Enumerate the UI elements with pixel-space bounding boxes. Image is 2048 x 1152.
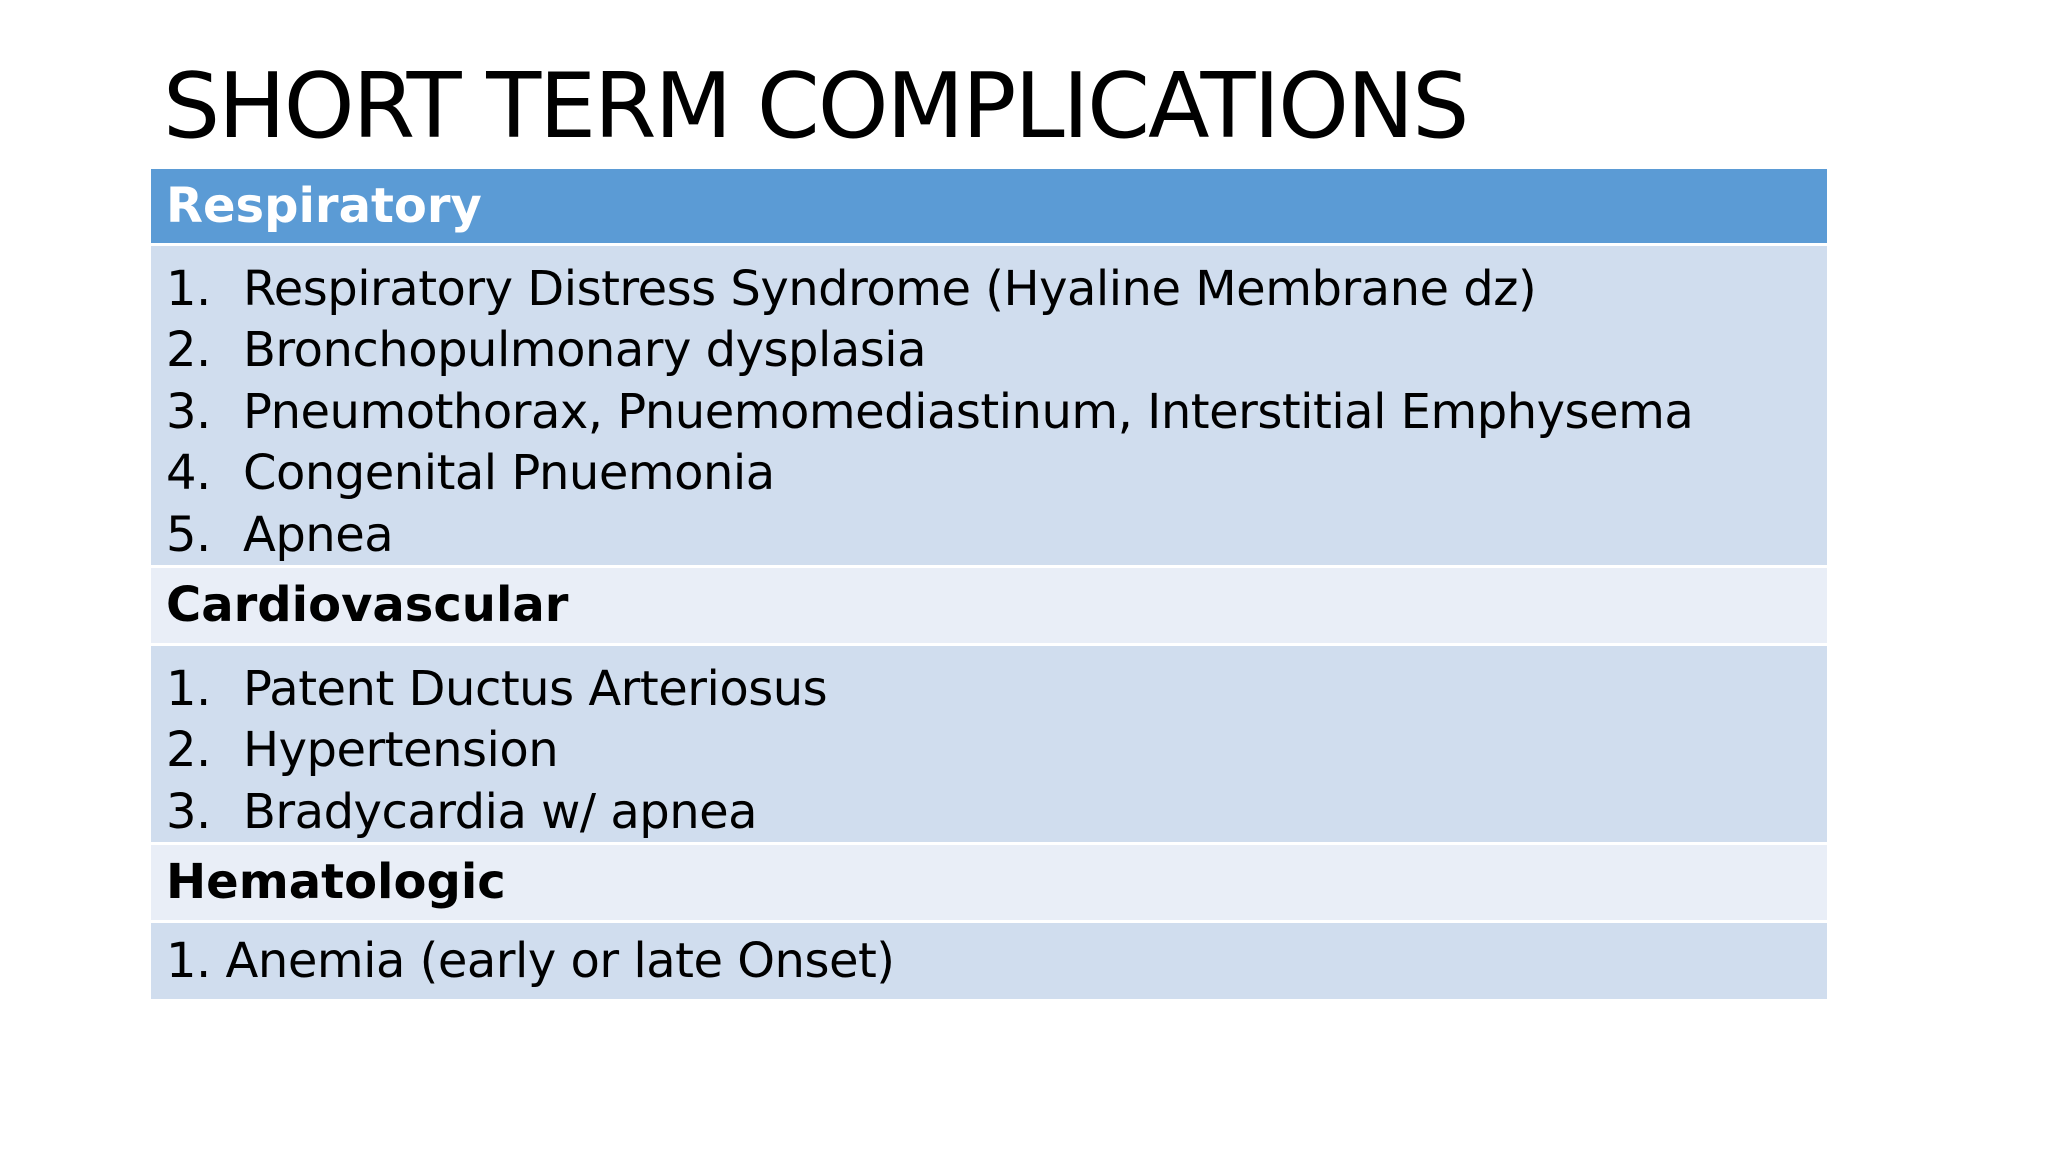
list-item <box>166 781 1827 843</box>
list-item <box>166 443 1827 505</box>
item-text: Apnea <box>243 506 394 563</box>
item-number: 2. <box>166 322 211 379</box>
list-item <box>166 504 1827 566</box>
item-text: Congenital Pnuemonia <box>243 445 775 502</box>
item-text: Pneumothorax, Pnuemomediastinum, Interstitial Emphysema <box>243 383 1694 440</box>
item-text: Respiratory Distress Syndrome (Hyaline Membrane dz) <box>243 260 1537 317</box>
list-item <box>166 381 1827 443</box>
item-number: 5. <box>166 506 211 563</box>
list-item <box>166 258 1827 320</box>
item-text: Patent Ductus Arteriosus <box>243 660 828 717</box>
item-text: Bronchopulmonary dysplasia <box>243 322 927 379</box>
item-number: 2. <box>166 722 211 779</box>
section-heading-cardiovascular: Cardiovascular <box>151 568 1827 646</box>
item-number: 1. <box>166 660 211 717</box>
item-number: 3. <box>166 783 211 840</box>
section-heading-hematologic: Hematologic <box>151 845 1827 923</box>
list-item <box>166 320 1827 382</box>
list-item <box>166 720 1827 782</box>
respiratory-list <box>151 246 1827 568</box>
item-number: 3. <box>166 383 211 440</box>
section-heading-respiratory: Respiratory <box>151 169 1827 246</box>
item-text: Hypertension <box>243 722 559 779</box>
item-text: Bradycardia w/ apnea <box>243 783 758 840</box>
item-number: 4. <box>166 445 211 502</box>
list-item: 1. Anemia (early or late Onset) <box>166 933 895 989</box>
slide-title: SHORT TERM COMPLICATIONS <box>163 54 1468 159</box>
item-number: 1. <box>166 260 211 317</box>
hematologic-list <box>151 923 1827 999</box>
cardiovascular-list <box>151 646 1827 845</box>
list-item <box>166 658 1827 720</box>
complications-table <box>151 169 1827 999</box>
